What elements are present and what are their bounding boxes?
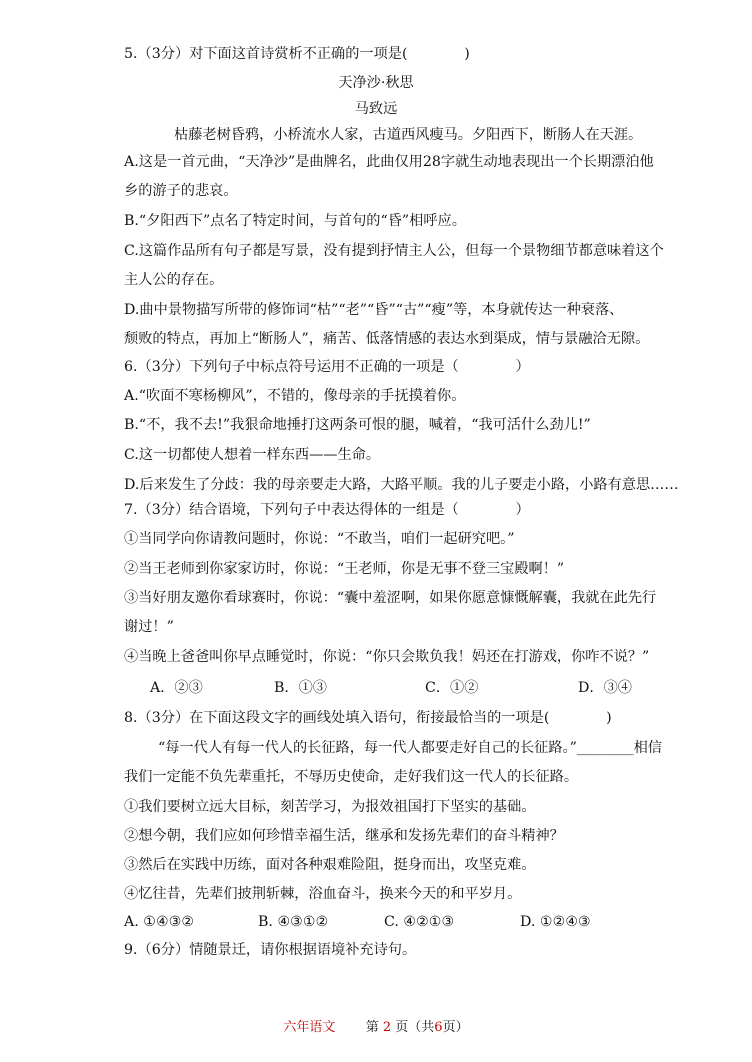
q5-option-c-line2: 主人公的存在。 xyxy=(124,272,224,288)
q8-item-1: ①我们要树立远大目标，刻苦学习，为报效祖国打下坚实的基础。 xyxy=(124,799,536,815)
q8-passage-line1: “每一代人有每一代人的长征路，每一代人都要走好自己的长征路。”________相信 xyxy=(158,740,662,756)
footer-page-number: 2 xyxy=(382,1020,392,1035)
footer-page-middle: 页（共 xyxy=(395,1020,435,1035)
q6-option-d: D.后来发生了分歧：我的母亲要走大路，大路平顺。我的儿子要走小路，小路有意思…… xyxy=(124,477,679,493)
footer-subject: 六年语文 xyxy=(283,1020,336,1035)
q8-choice-c: C. ④②①③ xyxy=(384,914,455,930)
footer-page-total: 6 xyxy=(434,1020,443,1035)
q5-option-b: B.“夕阳西下”点名了特定时间，与首句的“昏”相呼应。 xyxy=(124,213,466,229)
q7-item-4: ④当晚上爸爸叫你早点睡觉时，你说：“你只会欺负我！妈还在打游戏，你咋不说？” xyxy=(124,649,650,665)
footer-page-suffix: 页） xyxy=(442,1020,469,1035)
poem-title: 天净沙·秋思 xyxy=(338,75,414,91)
q8-passage-line2: 我们一定能不负先辈重托，不辱历史使命，走好我们这一代人的长征路。 xyxy=(124,769,579,785)
q8-choice-d: D. ①②④③ xyxy=(520,914,591,930)
footer-page-prefix: 第 xyxy=(365,1020,379,1035)
q5-option-c-line1: C.这篇作品所有句子都是写景，没有提到抒情主人公，但每一个景物细节都意味着这个 xyxy=(124,243,664,259)
q8-stem: 8.（3分）在下面这段文字的画线处填入语句，衔接最恰当的一项是( ) xyxy=(124,710,612,726)
q8-item-2: ②想今朝，我们应如何珍惜幸福生活，继承和发扬先辈们的奋斗精神？ xyxy=(124,828,564,844)
q7-item-3-line1: ③当好朋友邀你看球赛时，你说：“囊中羞涩啊，如果你愿意慷慨解囊，我就在此先行 xyxy=(124,590,657,606)
poem-text: 枯藤老树昏鸦，小桥流水人家，古道西风瘦马。夕阳西下，断肠人在天涯。 xyxy=(174,127,643,143)
q8-item-3: ③然后在实践中历练，面对各种艰难险阻，挺身而出，攻坚克难。 xyxy=(124,857,536,873)
q5-option-d-line2: 颓败的特点，再加上“断肠人”，痛苦、低落情感的表达水到渠成，情与景融洽无隙。 xyxy=(124,331,650,347)
q5-option-a-line1: A.这是一首元曲，“天净沙”是曲牌名，此曲仅用28字就生动地表现出一个长期漂泊他 xyxy=(124,154,654,170)
q7-choice-a: A．②③ xyxy=(150,680,203,696)
q5-stem: 5.（3分）对下面这首诗赏析不正确的一项是( ) xyxy=(124,46,470,62)
q7-item-2: ②当王老师到你家家访时，你说：“王老师，你是无事不登三宝殿啊！” xyxy=(124,561,565,577)
page-footer xyxy=(0,1016,752,1035)
q5-option-d-line1: D.曲中景物描写所带的修饰词“枯”“老”“昏”“古”“瘦”等，本身就传达一种衰落、 xyxy=(124,302,624,318)
poem-author: 马致远 xyxy=(354,101,398,117)
q6-option-b: B.“不，我不去!”我狠命地捶打这两条可恨的腿，喊着，“我可活什么劲儿!” xyxy=(124,417,591,433)
q7-choice-b: B．①③ xyxy=(274,680,327,696)
q5-option-a-line2: 乡的游子的悲哀。 xyxy=(124,183,238,199)
q7-choice-c: C．①② xyxy=(425,680,479,696)
q6-option-a: A.“吹面不寒杨柳风”，不错的，像母亲的手抚摸着你。 xyxy=(124,388,466,404)
q9-stem: 9.（6分）情随景迁，请你根据语境补充诗句。 xyxy=(124,942,417,958)
q8-choice-b: B. ④③①② xyxy=(258,914,329,930)
q7-item-1: ①当同学向你请教问题时，你说：“不敢当，咱们一起研究吧。” xyxy=(124,531,515,547)
q7-stem: 7.（3分）结合语境，下列句子中表达得体的一组是（ ） xyxy=(124,502,530,518)
q7-choice-d: D．③④ xyxy=(578,680,632,696)
q6-stem: 6.（3分）下列句子中标点符号运用不正确的一项是（ ） xyxy=(124,359,530,375)
q8-choice-a: A. ①④③② xyxy=(124,914,195,930)
q6-option-c: C.这一切都使人想着一样东西——生命。 xyxy=(124,447,381,463)
q8-item-4: ④忆往昔，先辈们披荆斩棘，浴血奋斗，换来今天的和平岁月。 xyxy=(124,886,522,902)
q7-item-3-line2: 谢过！” xyxy=(124,619,174,635)
